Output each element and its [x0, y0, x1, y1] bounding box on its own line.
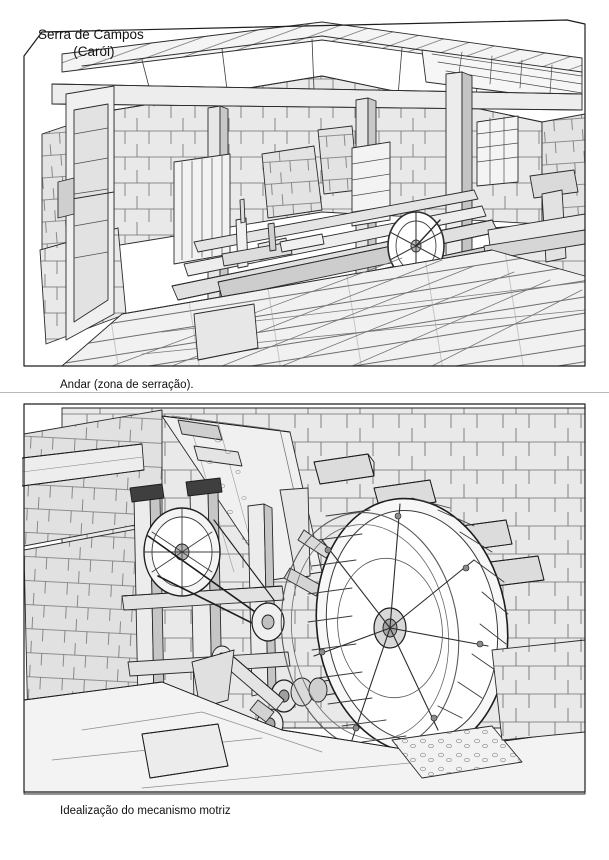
figure-caption-bottom: Idealização do mecanismo motriz [60, 805, 231, 817]
figure-divider [0, 392, 609, 393]
page-title [38, 26, 144, 60]
sawmill-floor-perspective-drawing [22, 14, 587, 369]
title-line-primary: Serra de Campos [38, 27, 144, 42]
water-wheel-mechanism-drawing [22, 400, 587, 795]
title-line-secondary: (Carói) [73, 44, 115, 59]
figure-caption-top: Andar (zona de serração). [60, 379, 194, 391]
